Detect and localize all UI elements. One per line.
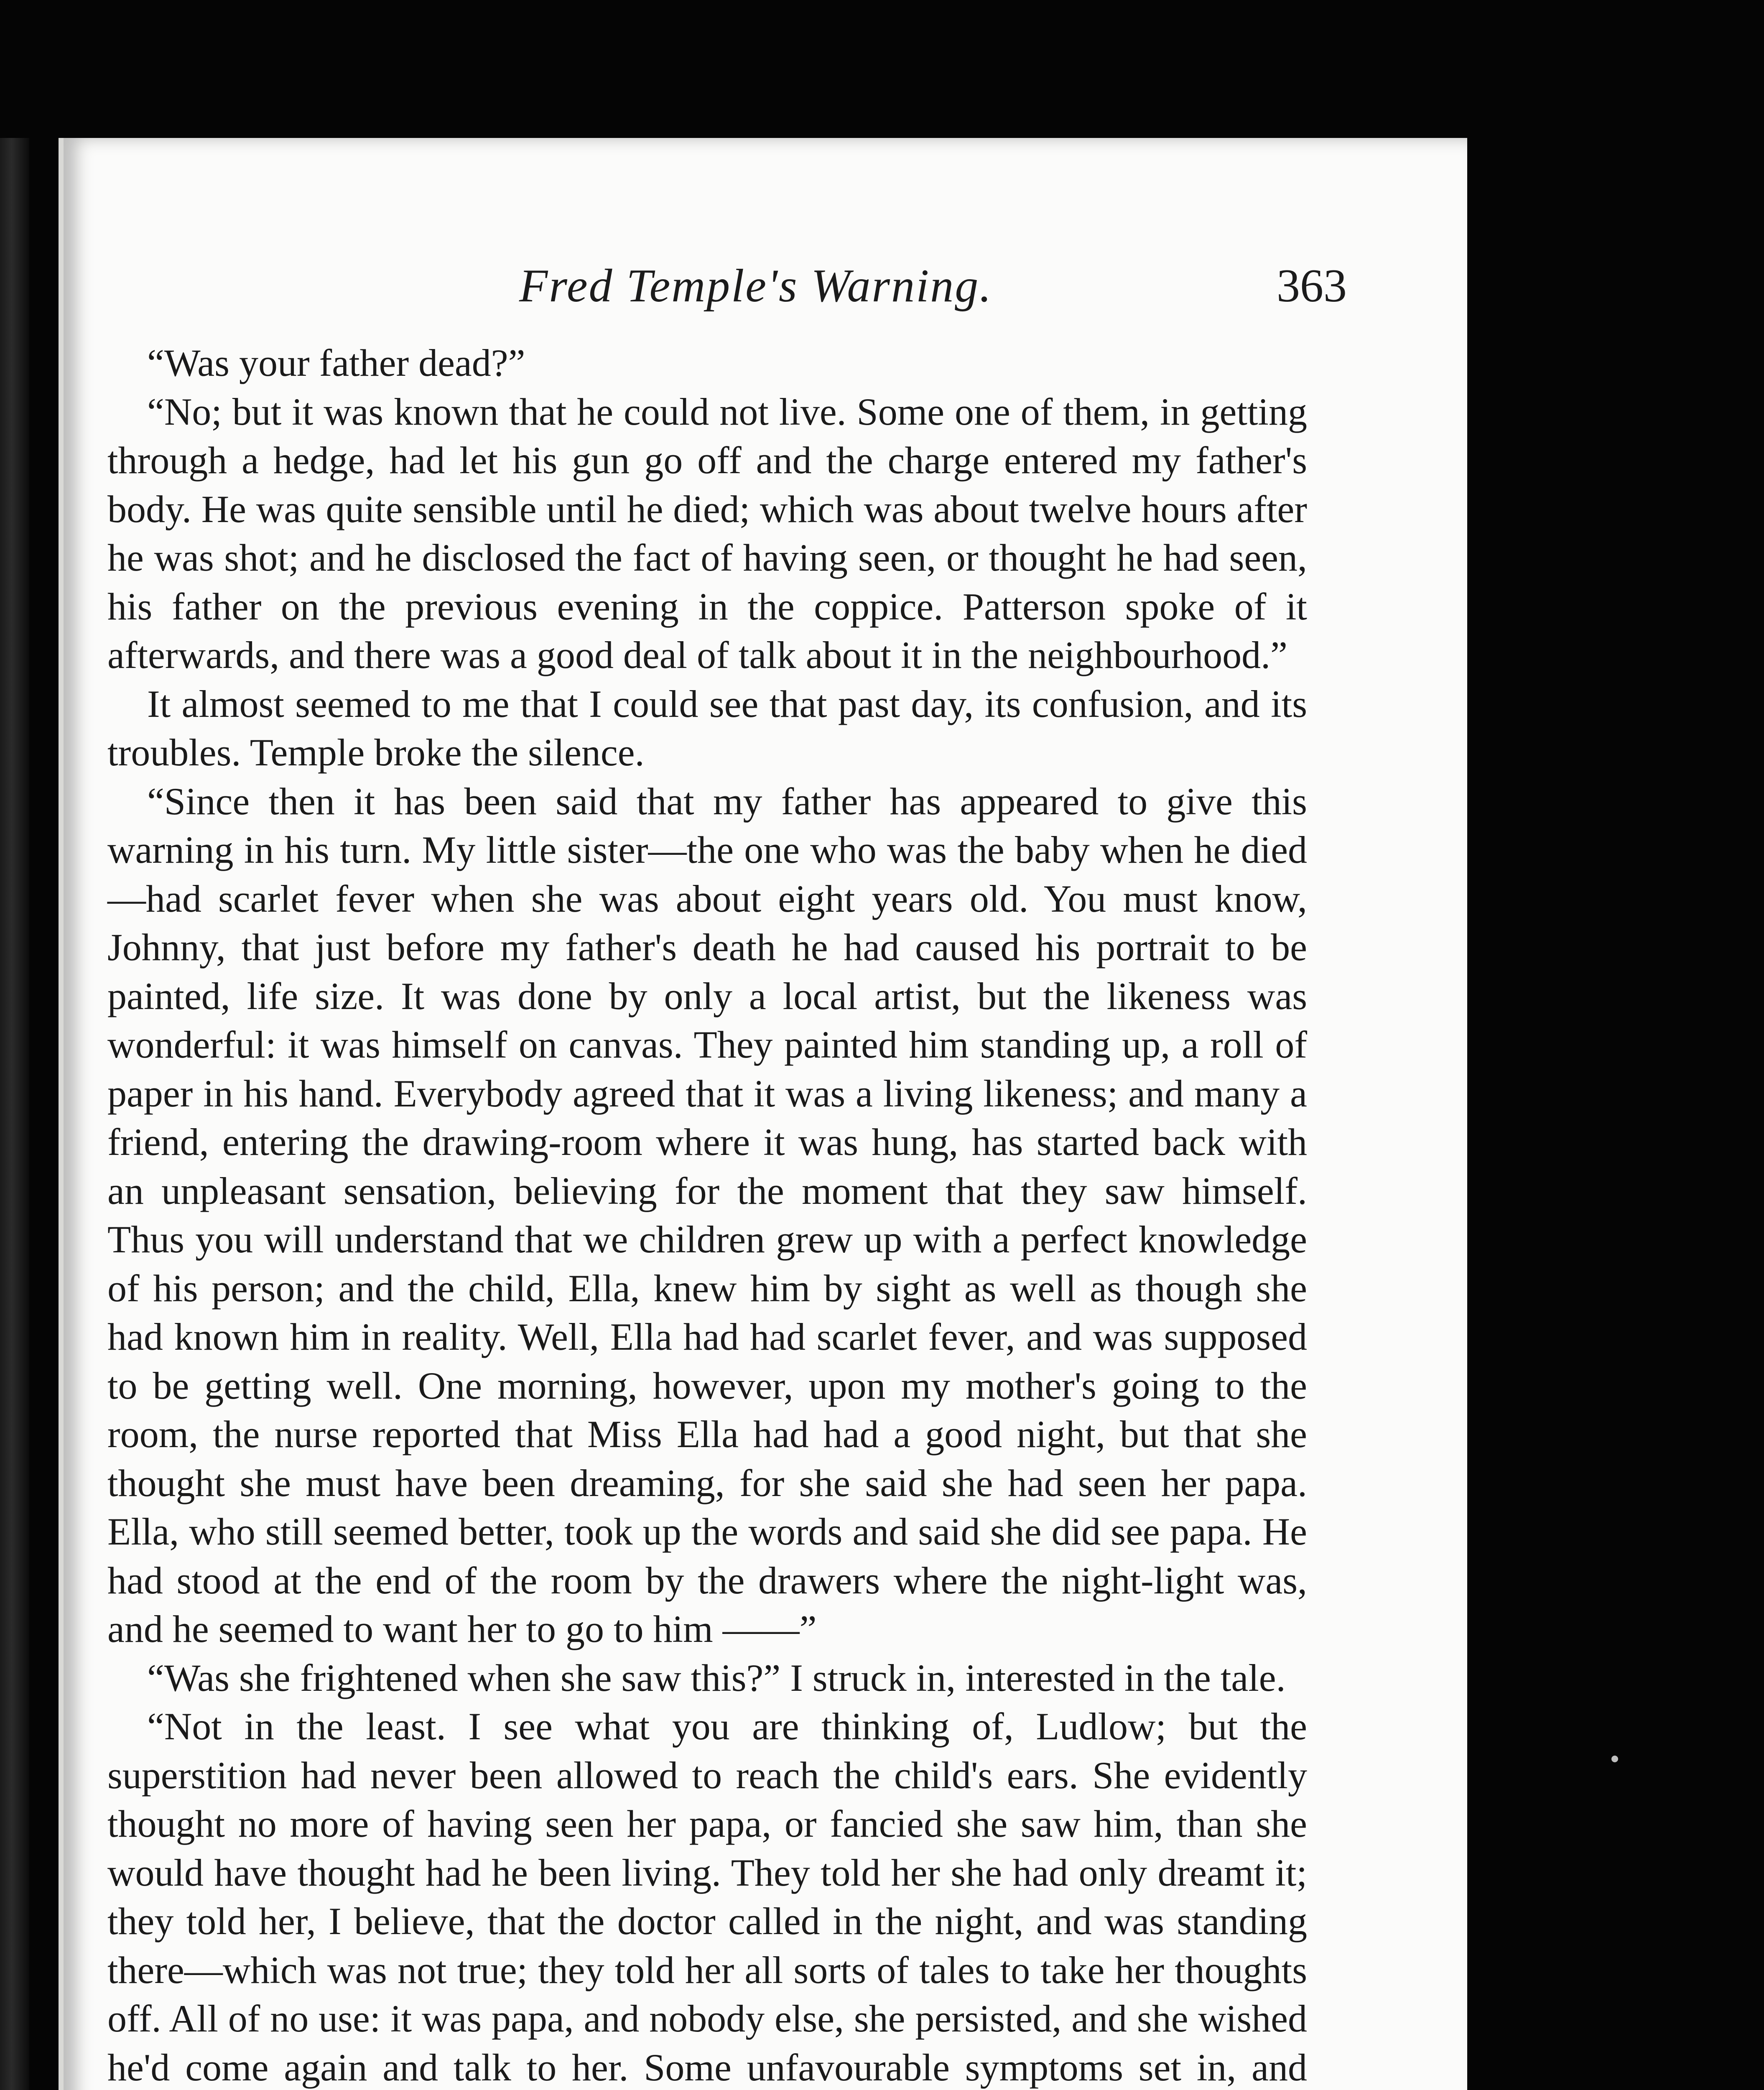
page-number: 363 [1277, 260, 1347, 312]
facing-page-edge [0, 138, 29, 2090]
running-head-title: Fred Temple's Warning. [519, 260, 993, 312]
paragraph: “Not in the least. I see what you are thinking of, Ludlow; but the superstition had never been allowed to reach the child's ears. She evidently thought no more of having seen her papa, or fancied she saw him, than she would have thought had he been living. They told her she had only dreamt it; they told her, I believe, that the doctor called in the night, and was standing there—which was not true; they told her all sorts of tales to take her thoughts off. All of no use: it was papa, and nobody else, she persisted, and she wished he'd come again and talk to her. Some unfavourable symptoms set in, and [107, 1705, 1307, 2089]
paragraph: “Was your father dead?” [147, 342, 525, 384]
paragraph: “Since then it has been said that my father has appeared to give this warning in his turn. My little sister—the one who was the baby when he died—had scarlet fever when she was about eight years old. You must know, Johnny, that just before my father's death he had caused his portrait to be painted, life size. It was done by only a local artist, but the likeness was wonderful: it was himself on canvas. They painted him standing up, a roll of paper in his hand. Everybody agreed that it was a living likeness; and many a friend, entering the drawing-room where it was hung, has started back with an unpleasant sensation, believing for the moment that they saw himself. Thus you will understand that we children grew up with a perfect knowledge of his person; and the child, Ella, knew him by sight as well as though she had known him in reality. Well, Ella had had scarlet fever, and was supposed to be getting well. One morning, however, upon my mother's going to the room, the nurse reported that Miss Ella had had a good night, but that she thought she must have been dreaming, for she said she had seen her papa. Ella, who still seemed better, took up the words and said she did see papa. He had stood at the end of the room by the drawers where the night-light was, and he seemed to want her to go to him ——” [107, 780, 1307, 1650]
running-head [461, 259, 1347, 343]
book-page [59, 138, 1467, 2090]
body-text [107, 339, 1307, 2090]
paragraph: “No; but it was known that he could not live. Some one of them, in getting through a hedge, had let his gun go off and the charge entered my father's body. He was quite sensible until he died; which was about twelve hours after he was shot; and he disclosed the fact of having seen, or thought he had seen, his father on the previous evening in the coppice. Patterson spoke of it afterwards, and there was a good deal of talk about it in the neighbourhood.” [107, 390, 1307, 676]
scan-speckle [1611, 1756, 1618, 1762]
paragraph: It almost seemed to me that I could see that past day, its confusion, and its troubles. Temple broke the silence. [107, 682, 1307, 774]
paragraph: “Was she frightened when she saw this?” I struck in, interested in the tale. [147, 1656, 1286, 1699]
